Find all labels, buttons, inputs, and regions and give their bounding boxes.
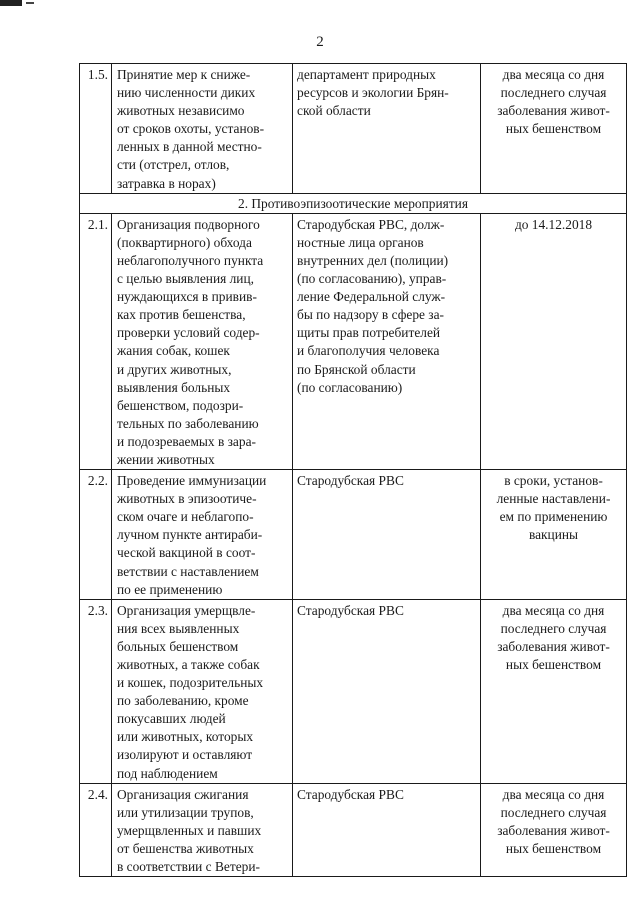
cell-text-line: Стародубская РВС [297,786,404,802]
cell-text-line: под наблюдением [117,765,218,781]
cell-text-line: или животных, которых [117,729,254,745]
cell-text-line: два месяца со дня [502,602,605,618]
row-number: 2.3. [80,599,112,783]
row-number: 2.2. [80,470,112,600]
cell-text-line: Организация сжигания [117,786,249,802]
cell-text-line: заболевания живот- [497,103,610,119]
cell-text-line: и подозреваемых в зара- [117,433,256,449]
cell-text-line: умерщвленных и павших [117,822,262,838]
deadline-cell [481,783,627,876]
cell-text-line: и благополучия человека [297,343,440,359]
cell-text-line: по ее применению [117,581,223,597]
cell-text-line: проверки условий содер- [117,325,260,341]
cell-text-line: и кошек, подозрительных [117,675,264,691]
cell-text-line: ных бешенством [505,657,602,672]
scan-artifact-mark [0,0,22,6]
scan-artifact-mark [26,2,34,4]
table-row [80,64,627,194]
cell-text-line: покусавших людей [117,711,226,727]
cell-text-line: затравка в норах) [117,175,216,191]
cell-text-line: по Брянской области [297,361,416,377]
cell-text-line: заболевания живот- [497,822,610,838]
measure-name-cell [112,599,293,783]
cell-text-line: до 14.12.2018 [514,216,593,232]
executor-cell [293,470,481,600]
cell-text-line: Стародубская РВС, долж- [297,216,445,232]
cell-text-line: лучном пункте антираби- [117,527,263,543]
cell-text-line: (поквартирного) обхода [117,234,252,250]
cell-text-line: Организация умерщвле- [117,602,256,618]
executor-cell [293,783,481,876]
cell-text-line: ском очаге и неблагопо- [117,509,254,525]
cell-text-line: два месяца со дня [502,786,605,802]
cell-text-line: ческой вакциной в соот- [117,545,256,561]
cell-text-line: ния всех выявленных [117,620,240,636]
cell-text-line: жания собак, кошек [117,343,230,359]
cell-text-line: последнего случая [500,620,607,636]
cell-text-line: тельных по заболеванию [117,415,259,431]
cell-text-line: животных независимо [117,103,245,119]
cell-text-line: бы по надзору в сфере за- [297,307,444,323]
measure-name-cell [112,470,293,600]
measure-name-cell [112,64,293,194]
cell-text-line: ленные наставлени- [496,491,611,507]
cell-text-line: выявления больных [117,379,231,395]
cell-text-line: вакцины [528,527,579,543]
cell-text-line: ем по применению [499,509,608,525]
table-row [80,599,627,783]
executor-cell [293,64,481,194]
deadline-cell [481,599,627,783]
measure-name-cell [112,213,293,469]
cell-text-line: в соответствии с Ветери- [117,859,260,875]
cell-text-line: Стародубская РВС [297,473,404,489]
section-row [80,193,627,213]
executor-cell [293,599,481,783]
cell-text-line: с целью выявления лиц, [117,271,254,287]
table-body-part-2 [80,213,627,876]
cell-text-line: или утилизации трупов, [117,804,254,820]
cell-text-line: животных, а также собак [117,657,260,672]
measures-table [79,63,627,877]
cell-text-line: ресурсов и экологии Брян- [297,85,449,101]
section-header [80,193,627,213]
cell-text-line: (по согласованию) [297,379,403,395]
cell-text-line: животных в эпизоотиче- [117,491,257,507]
cell-text-line: ных бешенством [505,121,602,137]
cell-text-line: Стародубская РВС [297,602,404,618]
cell-text-line: сти (отстрел, отлов, [117,157,230,173]
cell-text-line: в сроки, установ- [504,473,603,489]
row-number: 2.4. [80,783,112,876]
deadline-cell [481,64,627,194]
cell-text-line: ленных в данной местно- [117,139,262,155]
page-number: 2 [316,34,324,50]
row-number: 1.5. [80,64,112,194]
cell-text-line: нуждающихся в привив- [117,289,257,305]
table-row [80,213,627,469]
cell-text-line: ление Федеральной служ- [297,289,446,305]
cell-text-line: ветствии с наставлением [117,563,259,579]
cell-text-line: ностные лица органов [297,234,424,250]
table-body-part-1 [80,64,627,194]
cell-text-line: ных бешенством [505,840,602,856]
cell-text-line: ках против бешенства, [117,307,246,323]
cell-text-line: заболевания живот- [497,638,610,654]
cell-text-line: внутренних дел (полиции) [297,252,449,268]
table-row [80,470,627,600]
cell-text-line: от бешенства животных [117,840,254,856]
cell-text-line: от сроков охоты, установ- [117,121,265,137]
table-row [80,783,627,876]
cell-text-line: последнего случая [500,804,607,820]
cell-text-line: нию численности диких [117,85,256,101]
deadline-cell [481,213,627,469]
cell-text-line: больных бешенством [117,638,239,654]
cell-text-line: Проведение иммунизации [117,473,267,489]
row-number: 2.1. [80,213,112,469]
cell-text-line: последнего случая [500,85,607,101]
executor-cell [293,213,481,469]
cell-text-line: ской области [297,103,371,119]
cell-text-line: Принятие мер к сниже- [117,67,251,82]
cell-text-line: жении животных [117,451,215,467]
section-title: 2. Противоэпизоотические мероприятия [80,193,627,213]
cell-text-line: бешенством, подозри- [117,397,244,413]
cell-text-line: (по согласованию), управ- [297,271,447,287]
cell-text-line: департамент природных [297,67,436,82]
cell-text-line: по заболеванию, кроме [117,693,249,709]
deadline-cell [481,470,627,600]
cell-text-line: щиты прав потребителей [297,325,441,341]
measure-name-cell [112,783,293,876]
cell-text-line: и других животных, [117,361,232,377]
cell-text-line: изолируют и оставляют [117,747,253,763]
cell-text-line: Организация подворного [117,216,260,232]
cell-text-line: два месяца со дня [502,67,605,82]
cell-text-line: неблагополучного пункта [117,252,264,268]
